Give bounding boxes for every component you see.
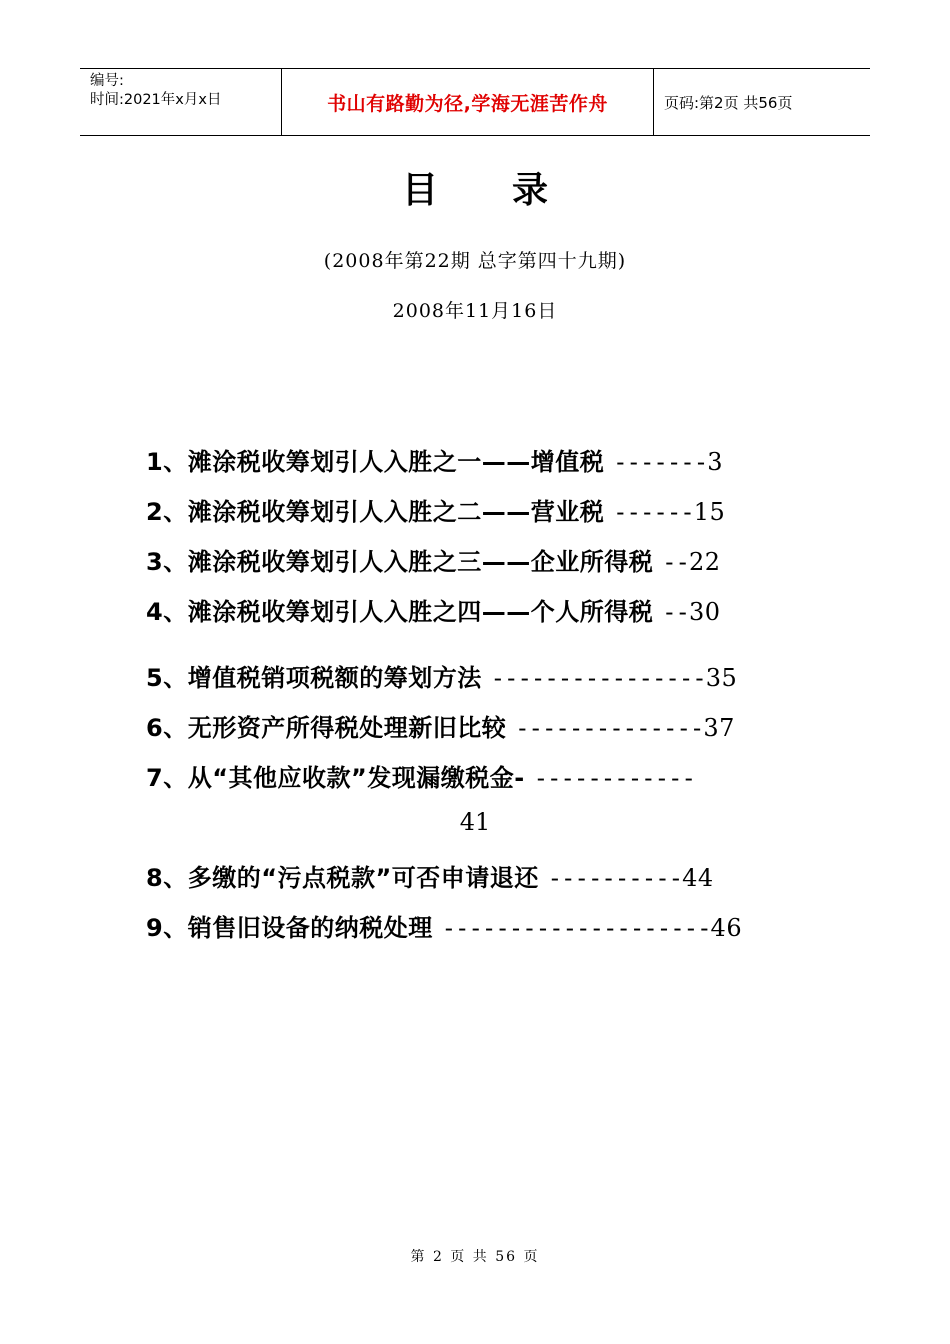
toc-item-2[interactable]	[146, 492, 806, 527]
toc-item-1[interactable]	[146, 442, 806, 477]
toc-item-title: 5、增值税销项税额的筹划方法	[146, 664, 491, 692]
toc-leader: ------------	[533, 764, 695, 792]
toc-leader: -------	[613, 448, 708, 476]
toc-item-title: 8、多缴的“污点税款”可否申请退还	[146, 864, 548, 892]
header-motto: 书山有路勤为径,学海无涯苦作舟	[282, 69, 654, 135]
header-table	[80, 68, 870, 136]
toc-page-number: 30	[688, 598, 721, 626]
toc-page-number: 37	[703, 714, 735, 742]
toc-leader: --------------------	[441, 914, 711, 942]
title-char-1: 目	[401, 170, 438, 211]
toc-leader: ----------------	[490, 664, 706, 692]
toc-page-number: 46	[710, 914, 743, 942]
toc-item-title: 4、滩涂税收筹划引人入胜之四——个人所得税	[146, 598, 663, 626]
toc-item-6[interactable]	[146, 708, 806, 743]
title-char-2: 录	[512, 170, 549, 211]
toc-item-title: 7、从“其他应收款”发现漏缴税金-	[146, 764, 534, 792]
document-number-label: 编号:	[90, 73, 124, 89]
toc-leader: --	[662, 598, 689, 626]
toc-page-number: 35	[705, 664, 738, 692]
toc-item-4[interactable]	[146, 592, 806, 627]
toc-page-number: 44	[682, 864, 714, 892]
toc-leader: ------	[613, 498, 694, 526]
toc-leader: --	[662, 548, 689, 576]
issue-subtitle: (2008年第22期 总字第四十九期)	[323, 250, 627, 272]
toc-item-8[interactable]	[146, 858, 806, 893]
toc-item-title: 6、无形资产所得税处理新旧比较	[146, 714, 516, 742]
toc-leader: --------------	[515, 714, 704, 742]
page-title	[0, 162, 950, 213]
toc-item-title: 3、滩涂税收筹划引人入胜之三——企业所得税	[146, 548, 663, 576]
toc-item-7[interactable]	[146, 758, 806, 793]
page-footer: 第 2 页 共 56 页	[410, 1249, 540, 1265]
header-meta-cell	[80, 69, 282, 135]
toc-item-9[interactable]	[146, 908, 806, 943]
toc-item-5[interactable]	[146, 658, 806, 693]
toc-leader: ----------	[547, 864, 683, 892]
toc-item-title: 2、滩涂税收筹划引人入胜之二——营业税	[146, 498, 614, 526]
toc-item-7-page-number[interactable]: 41	[459, 808, 491, 836]
issue-date: 2008年11月16日	[392, 300, 558, 322]
toc-item-3[interactable]	[146, 542, 806, 577]
toc-item-title: 9、销售旧设备的纳税处理	[146, 914, 442, 942]
header-page-info: 页码:第2页 共56页	[664, 93, 793, 112]
toc-page-number: 3	[707, 448, 723, 476]
toc-page-number: 15	[693, 498, 726, 526]
document-time-label: 时间:2021年x月x日	[90, 92, 222, 108]
toc-item-title: 1、滩涂税收筹划引人入胜之一——增值税	[146, 448, 614, 476]
toc-page-number: 22	[688, 548, 721, 576]
